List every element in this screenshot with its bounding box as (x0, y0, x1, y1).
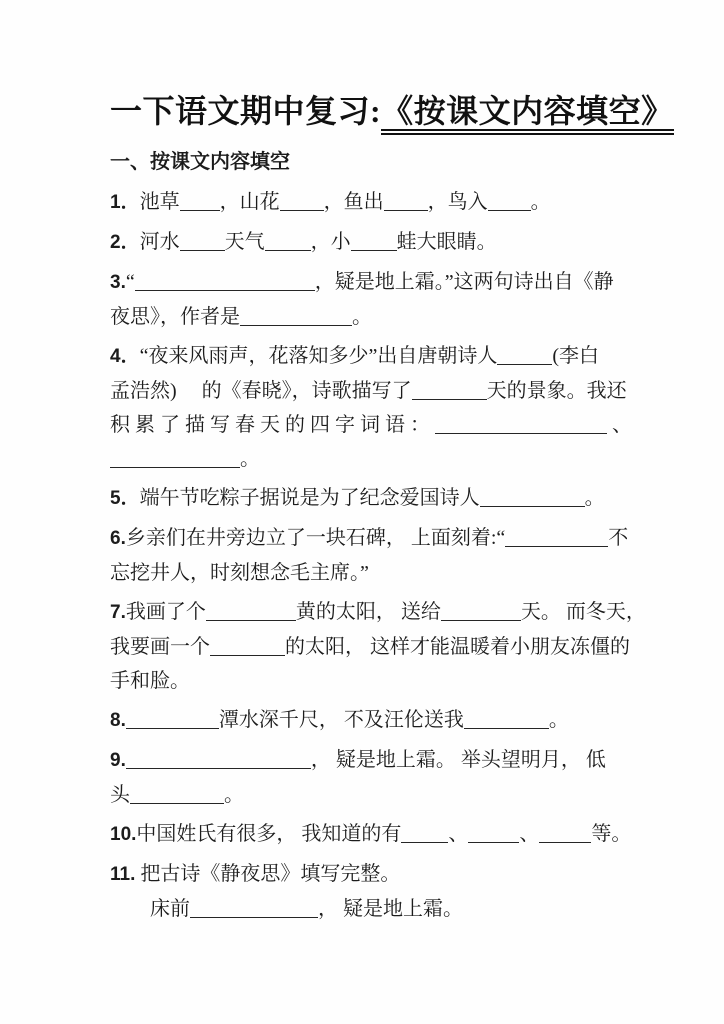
question-text: 、 (519, 823, 540, 845)
question-text: 河水 (139, 231, 180, 253)
question-line (110, 817, 664, 852)
question-text: 。 (224, 784, 244, 806)
fill-in-blank (206, 604, 296, 621)
question-line (110, 521, 664, 556)
question-text: 我画了个 (125, 601, 206, 623)
question-5 (110, 481, 664, 516)
fill-in-blank (126, 712, 219, 729)
question-2 (110, 225, 664, 260)
question-number: 1． (110, 192, 140, 213)
fill-in-blank (351, 234, 397, 251)
question-7 (110, 595, 664, 698)
question-text: 池草 (139, 191, 180, 213)
fill-in-blank (280, 194, 324, 211)
fill-in-blank (488, 194, 531, 211)
page-title (110, 88, 674, 134)
question-text: ，鱼出 (323, 191, 384, 213)
question-line (110, 374, 664, 408)
question-8 (110, 703, 664, 738)
question-text: ， 疑是地上霜。 (318, 898, 463, 920)
question-text: ，山花 (219, 191, 280, 213)
question-4 (110, 339, 664, 476)
question-text: ，小 (310, 231, 351, 253)
fill-in-blank (464, 712, 549, 729)
question-11 (110, 857, 664, 926)
question-text: 、 (607, 414, 632, 436)
question-line (110, 339, 664, 374)
fill-in-blank (441, 604, 521, 621)
fill-in-blank (180, 194, 220, 211)
question-text: 天的景象。我还 (486, 380, 627, 402)
question-line (110, 225, 664, 260)
fill-in-blank (190, 901, 318, 918)
question-text: 手和脸。 (110, 670, 190, 692)
question-line (110, 300, 664, 334)
fill-in-blank (210, 639, 285, 656)
question-number: 8. (110, 710, 126, 731)
question-text: 孟浩然) 的《春晓》，诗歌描写了 (110, 380, 412, 402)
question-6 (110, 521, 664, 590)
question-text: ，疑是地上霜。”这两句诗出自《静 (314, 271, 614, 293)
question-line (110, 481, 664, 516)
question-text: 端午节吃粽子据说是为了纪念爱国诗人 (139, 487, 480, 509)
question-text: 我要画一个 (110, 636, 210, 658)
question-text: (李白 (552, 345, 600, 367)
question-text: 不 (608, 527, 629, 549)
question-text: ，鸟入 (427, 191, 488, 213)
question-9 (110, 743, 664, 812)
section-heading: 一、按课文内容填空 (110, 151, 290, 173)
fill-in-blank (240, 309, 352, 326)
question-number: 3. (110, 272, 126, 293)
question-text: 。 (530, 191, 551, 213)
question-list (110, 185, 664, 926)
fill-in-blank (480, 490, 585, 507)
question-number: 9. (110, 750, 126, 771)
question-text: 床前 (110, 898, 190, 920)
question-10 (110, 817, 664, 852)
question-text: 夜思》，作者是 (110, 306, 240, 328)
question-line (110, 556, 664, 590)
question-text: 蛙大眼睛。 (396, 231, 497, 253)
fill-in-blank (110, 451, 240, 468)
question-number: 11. (110, 864, 136, 885)
question-text: 中国姓氏有很多， 我知道的有 (136, 823, 402, 845)
question-text: 天气 (224, 231, 265, 253)
question-text: “ (125, 271, 135, 293)
question-text: 天。 而冬天， (520, 601, 646, 623)
fill-in-blank (265, 234, 311, 251)
question-line (110, 857, 664, 892)
question-line (110, 595, 664, 630)
fill-in-blank (126, 752, 311, 769)
question-text: 。 (352, 306, 372, 328)
question-text: “夜来风雨声，花落知多少”出自唐朝诗人 (139, 345, 498, 367)
question-number: 2． (110, 232, 140, 253)
question-line (110, 743, 664, 778)
question-line (110, 630, 664, 664)
question-number: 7. (110, 602, 126, 623)
question-text: ， 疑是地上霜。 举头望明月， 低 (310, 749, 606, 771)
fill-in-blank (180, 234, 225, 251)
question-number: 5． (110, 488, 140, 509)
question-line (110, 703, 664, 738)
question-line (110, 408, 664, 442)
fill-in-blank (505, 530, 608, 547)
fill-in-blank (412, 383, 487, 400)
question-line (110, 664, 664, 698)
question-number: 6. (110, 528, 126, 549)
question-1 (110, 185, 664, 220)
question-number: 4． (110, 346, 140, 367)
question-text: 把古诗《静夜思》填写完整。 (135, 863, 401, 885)
fill-in-blank (435, 417, 607, 434)
page-title-prefix: 一下语文期中复习: (110, 93, 382, 129)
question-text: 、 (448, 823, 469, 845)
fill-in-blank (401, 826, 448, 843)
question-line (110, 265, 664, 300)
question-text: 。 (584, 487, 605, 509)
question-line (110, 892, 664, 926)
question-line (110, 442, 664, 476)
question-number: 10. (110, 824, 137, 845)
page-title-underlined: 《按课文内容填空》 (381, 93, 674, 135)
question-text: 等。 (591, 823, 632, 845)
question-line (110, 778, 664, 812)
question-text: 的太阳， 这样才能温暖着小朋友冻僵的 (285, 636, 630, 658)
question-text: 黄的太阳， 送给 (295, 601, 441, 623)
question-text: 头 (110, 784, 130, 806)
fill-in-blank (497, 348, 552, 365)
question-text: 忘挖井人，时刻想念毛主席。” (110, 562, 369, 584)
question-3 (110, 265, 664, 334)
question-text: 乡亲们在井旁边立了一块石碑， 上面刻着:“ (125, 527, 506, 549)
fill-in-blank (539, 826, 591, 843)
question-text: 。 (240, 448, 260, 470)
question-line (110, 185, 664, 220)
fill-in-blank (468, 826, 519, 843)
question-text: 积 累 了 描 写 春 天 的 四 字 词 语 ： (110, 414, 435, 436)
question-text: 潭水深千尺， 不及汪伦送我 (218, 709, 464, 731)
fill-in-blank (135, 274, 315, 291)
fill-in-blank (384, 194, 428, 211)
question-text: 。 (548, 709, 569, 731)
fill-in-blank (130, 787, 224, 804)
